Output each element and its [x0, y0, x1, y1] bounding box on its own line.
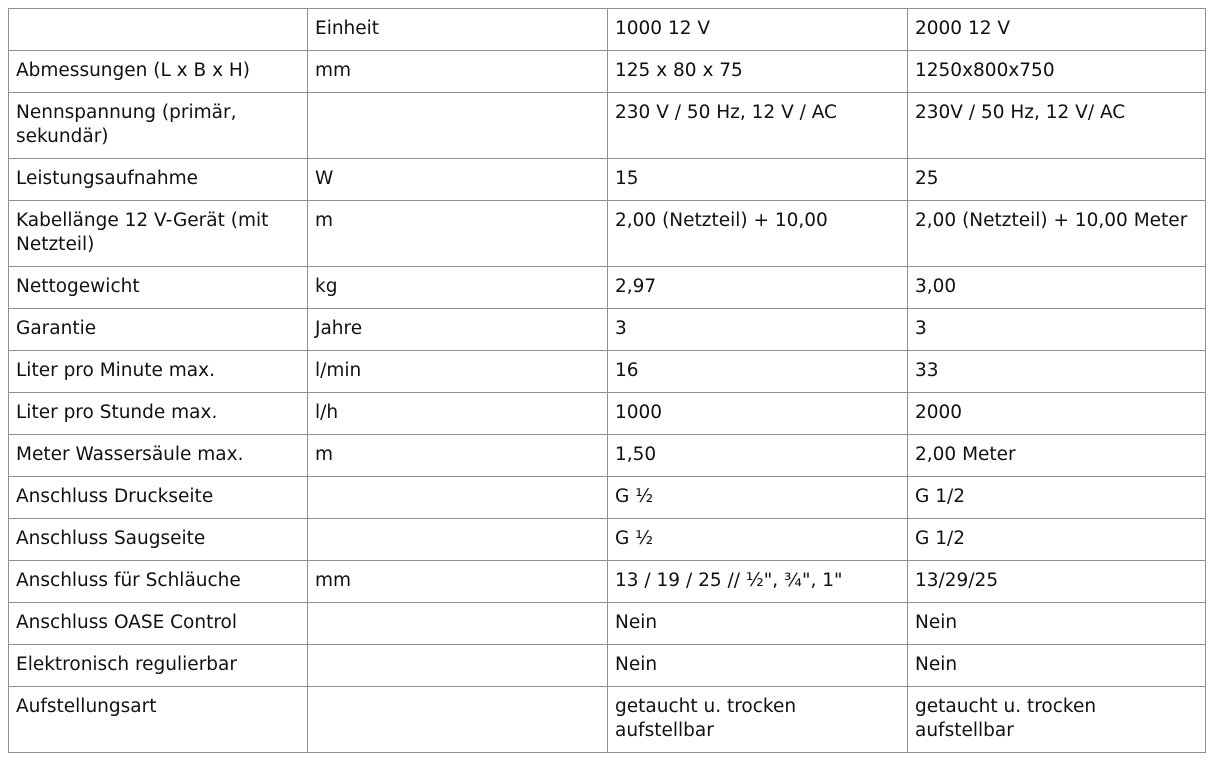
- row-value-2000: 1250x800x750: [908, 51, 1206, 93]
- row-value-2000: 3,00: [908, 267, 1206, 309]
- row-value-1000: 2,00 (Netzteil) + 10,00: [608, 201, 908, 267]
- table-row: [9, 159, 1206, 201]
- row-value-1000: 230 V / 50 Hz, 12 V / AC: [608, 93, 908, 159]
- row-value-1000: 1000: [608, 393, 908, 435]
- row-value-2000: 33: [908, 351, 1206, 393]
- row-unit: [308, 93, 608, 159]
- row-value-2000: G 1/2: [908, 477, 1206, 519]
- row-value-1000: Nein: [608, 645, 908, 687]
- row-label: Leistungsaufnahme: [9, 159, 308, 201]
- row-label: Garantie: [9, 309, 308, 351]
- row-unit: mm: [308, 51, 608, 93]
- row-unit: l/min: [308, 351, 608, 393]
- table-row: [9, 51, 1206, 93]
- table-row: [9, 645, 1206, 687]
- row-value-1000: 1,50: [608, 435, 908, 477]
- row-label: Aufstellungsart: [9, 687, 308, 753]
- row-value-1000: 125 x 80 x 75: [608, 51, 908, 93]
- row-value-1000: G ½: [608, 519, 908, 561]
- row-unit: m: [308, 201, 608, 267]
- row-unit: mm: [308, 561, 608, 603]
- table-row: [9, 351, 1206, 393]
- row-value-2000: getaucht u. trocken aufstellbar: [908, 687, 1206, 753]
- row-value-1000: 3: [608, 309, 908, 351]
- table-row: [9, 201, 1206, 267]
- row-unit: W: [308, 159, 608, 201]
- row-unit: [308, 519, 608, 561]
- row-value-2000: 3: [908, 309, 1206, 351]
- table-row: [9, 309, 1206, 351]
- table-row: [9, 393, 1206, 435]
- row-label: Nettogewicht: [9, 267, 308, 309]
- row-unit: Jahre: [308, 309, 608, 351]
- row-label: Kabellänge 12 V-Gerät (mit Netzteil): [9, 201, 308, 267]
- row-value-2000: Nein: [908, 645, 1206, 687]
- row-value-2000: 2000: [908, 393, 1206, 435]
- row-unit: l/h: [308, 393, 608, 435]
- row-label: Meter Wassersäule max.: [9, 435, 308, 477]
- row-label: Anschluss für Schläuche: [9, 561, 308, 603]
- row-unit: m: [308, 435, 608, 477]
- table-row: [9, 93, 1206, 159]
- table-row: [9, 267, 1206, 309]
- row-label: Anschluss Saugseite: [9, 519, 308, 561]
- header-cell-label: [9, 9, 308, 51]
- row-value-1000: G ½: [608, 477, 908, 519]
- row-value-1000: 13 / 19 / 25 // ½", ¾", 1": [608, 561, 908, 603]
- row-value-1000: 16: [608, 351, 908, 393]
- row-label: Abmessungen (L x B x H): [9, 51, 308, 93]
- row-value-1000: 15: [608, 159, 908, 201]
- row-value-1000: getaucht u. trocken aufstellbar: [608, 687, 908, 753]
- row-unit: [308, 603, 608, 645]
- row-unit: kg: [308, 267, 608, 309]
- row-value-2000: 230V / 50 Hz, 12 V/ AC: [908, 93, 1206, 159]
- table-row: [9, 435, 1206, 477]
- row-value-2000: 2,00 Meter: [908, 435, 1206, 477]
- table-row: [9, 687, 1206, 753]
- table-row: [9, 519, 1206, 561]
- table-row: [9, 603, 1206, 645]
- header-cell-model-1000: 1000 12 V: [608, 9, 908, 51]
- row-label: Liter pro Minute max.: [9, 351, 308, 393]
- row-value-1000: 2,97: [608, 267, 908, 309]
- row-unit: [308, 687, 608, 753]
- row-value-2000: 2,00 (Netzteil) + 10,00 Meter: [908, 201, 1206, 267]
- table-row: [9, 477, 1206, 519]
- table-header-row: [9, 9, 1206, 51]
- row-value-2000: 25: [908, 159, 1206, 201]
- row-label: Nennspannung (primär, sekundär): [9, 93, 308, 159]
- row-value-2000: Nein: [908, 603, 1206, 645]
- row-unit: [308, 477, 608, 519]
- row-label: Elektronisch regulierbar: [9, 645, 308, 687]
- row-unit: [308, 645, 608, 687]
- row-label: Liter pro Stunde max.: [9, 393, 308, 435]
- spec-table: [8, 8, 1206, 753]
- row-value-2000: G 1/2: [908, 519, 1206, 561]
- row-value-2000: 13/29/25: [908, 561, 1206, 603]
- table-row: [9, 561, 1206, 603]
- row-value-1000: Nein: [608, 603, 908, 645]
- row-label: Anschluss Druckseite: [9, 477, 308, 519]
- header-cell-model-2000: 2000 12 V: [908, 9, 1206, 51]
- row-label: Anschluss OASE Control: [9, 603, 308, 645]
- header-cell-einheit: Einheit: [308, 9, 608, 51]
